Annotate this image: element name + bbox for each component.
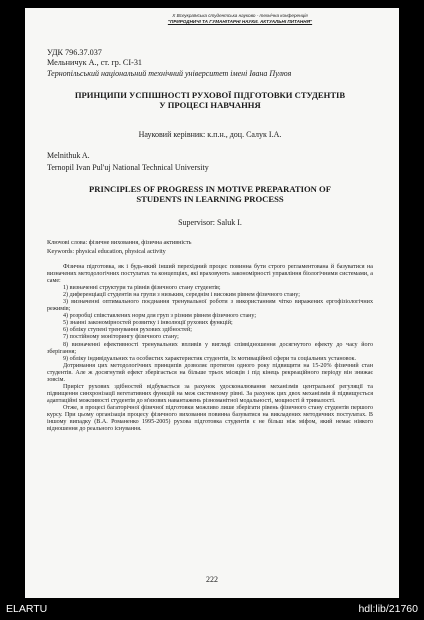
document-page — [25, 8, 399, 598]
paragraph: Фізична підготовка, як і будь-який інший перехідний процес повинна бути строго регламентована й базуватися на визначених методологічних постулатах та концепціях, які враховують закономірності управління біологічними системами, а саме: — [47, 264, 373, 285]
author-en: Melnithuk A. — [47, 151, 90, 160]
title-ua-line2: У ПРОЦЕСІ НАВЧАННЯ — [159, 100, 261, 110]
author-ua: Мельничук А., ст. гр. СІ-31 — [47, 58, 143, 67]
paragraph: 3) визначенні оптимального поєднання тренувальної роботи з використанням чітко виражених ергофізіологічних режимів; — [47, 299, 373, 313]
paragraph: Отже, в процесі багаторічної фізичної підготовки можливо лише зберігати рівень фізичного стану студентів першого курсу. При цьому організація процесу фізичного виховання повинна базуватися на викладених методичних постулатах. В іншому випадку (В.А. Романенко 1995-2005) рухова підготовка студентів є не більш ніж міфом, який немає ніякого відношення до реального існування. — [47, 404, 373, 433]
affiliation-en: Ternopil Ivan Pul'uj National Technical University — [47, 163, 209, 172]
title-ua — [47, 90, 373, 110]
paragraph: 4) розробці співставлених норм для груп з різним рівнем фізичного стану; — [63, 313, 257, 320]
conference-header-line1: Х Всеукраїнська студентська науково - технічна конференція — [172, 13, 308, 18]
handle-id: hdl:lib/21760 — [358, 603, 418, 615]
title-en — [47, 184, 373, 204]
keywords-ua: Ключові слова: фізичне виховання, фізична активність — [47, 239, 192, 246]
paragraph: 6) обліку ступені тренування рухових здібностей; — [63, 327, 192, 334]
paragraph: 1) визначенні структури та рівнів фізичного стану студентів; — [63, 285, 221, 292]
conference-header-line2: "ПРИРОДНИЧІ ТА ГУМАНІТАРНІ НАУКИ. АКТУАЛЬНІ ПИТАННЯ" — [167, 18, 313, 24]
title-en-line1: PRINCIPLES OF PROGRESS IN MOTIVE PREPARATION OF — [89, 184, 331, 194]
paragraph: 9) обліку індивідуальних та особистих характеристик студентів, їх мотиваційної сфери та соціальних установок. — [63, 355, 356, 362]
paragraph: 2) диференціації студентів на групи з низьким, середнім і високим рівнем фізичного стану; — [63, 292, 300, 299]
udk-code: УДК 796.37.037 — [47, 48, 102, 57]
paragraph: Приріст рухових здібностей відбувається за рахунок удосконалювання механізмів центральної регуляції та підвищення синхронізації вегетативних функцій на меж системному рівні. За рахунок цих двох механізмів й підвищується адаптаційні можливості студентів до м'язових навантажень різноманітної модальності, мощності й тривалості. — [47, 383, 373, 404]
paragraph: 8) визначенні ефективності тренувальних впливів у вигляді співвідношення досягнутого ефекту до часу його зберігання; — [47, 341, 373, 355]
title-en-line2: STUDENTS IN LEARNING PROCESS — [136, 194, 284, 204]
paragraph: 7) постійному моніторингу фізичного стану; — [63, 334, 179, 341]
page-number: 222 — [206, 575, 218, 584]
title-ua-line1: ПРИНЦИПИ УСПІШНОСТІ РУХОВОЇ ПІДГОТОВКИ СТУДЕНТІВ — [74, 90, 346, 100]
paragraph: 5) знанні закономірностей розвитку і інволюції рухових функцій; — [63, 320, 233, 327]
article-body — [47, 264, 373, 433]
conference-header — [125, 13, 355, 24]
keywords-en: Keywords: physical education, physical activity — [47, 248, 166, 255]
supervisor-en: Supervisor: Saluk I. — [178, 218, 242, 227]
paragraph: Дотримання цих методологічних принципів дозволяє протягом одного року підвищити на 15-20% фізичний стан студентів. Але ж досягнутий ефект зберігається на більше трьох місяців і під кінець рекреаційного періоду він знижає зовсім. — [47, 362, 373, 383]
affiliation-ua: Тернопільський національний технічний університет імені Івана Пулюя — [47, 69, 292, 78]
supervisor-ua: Науковий керівник: к.п.н., доц. Салук І.А. — [138, 130, 282, 139]
repository-label: ELARTU — [6, 603, 48, 615]
